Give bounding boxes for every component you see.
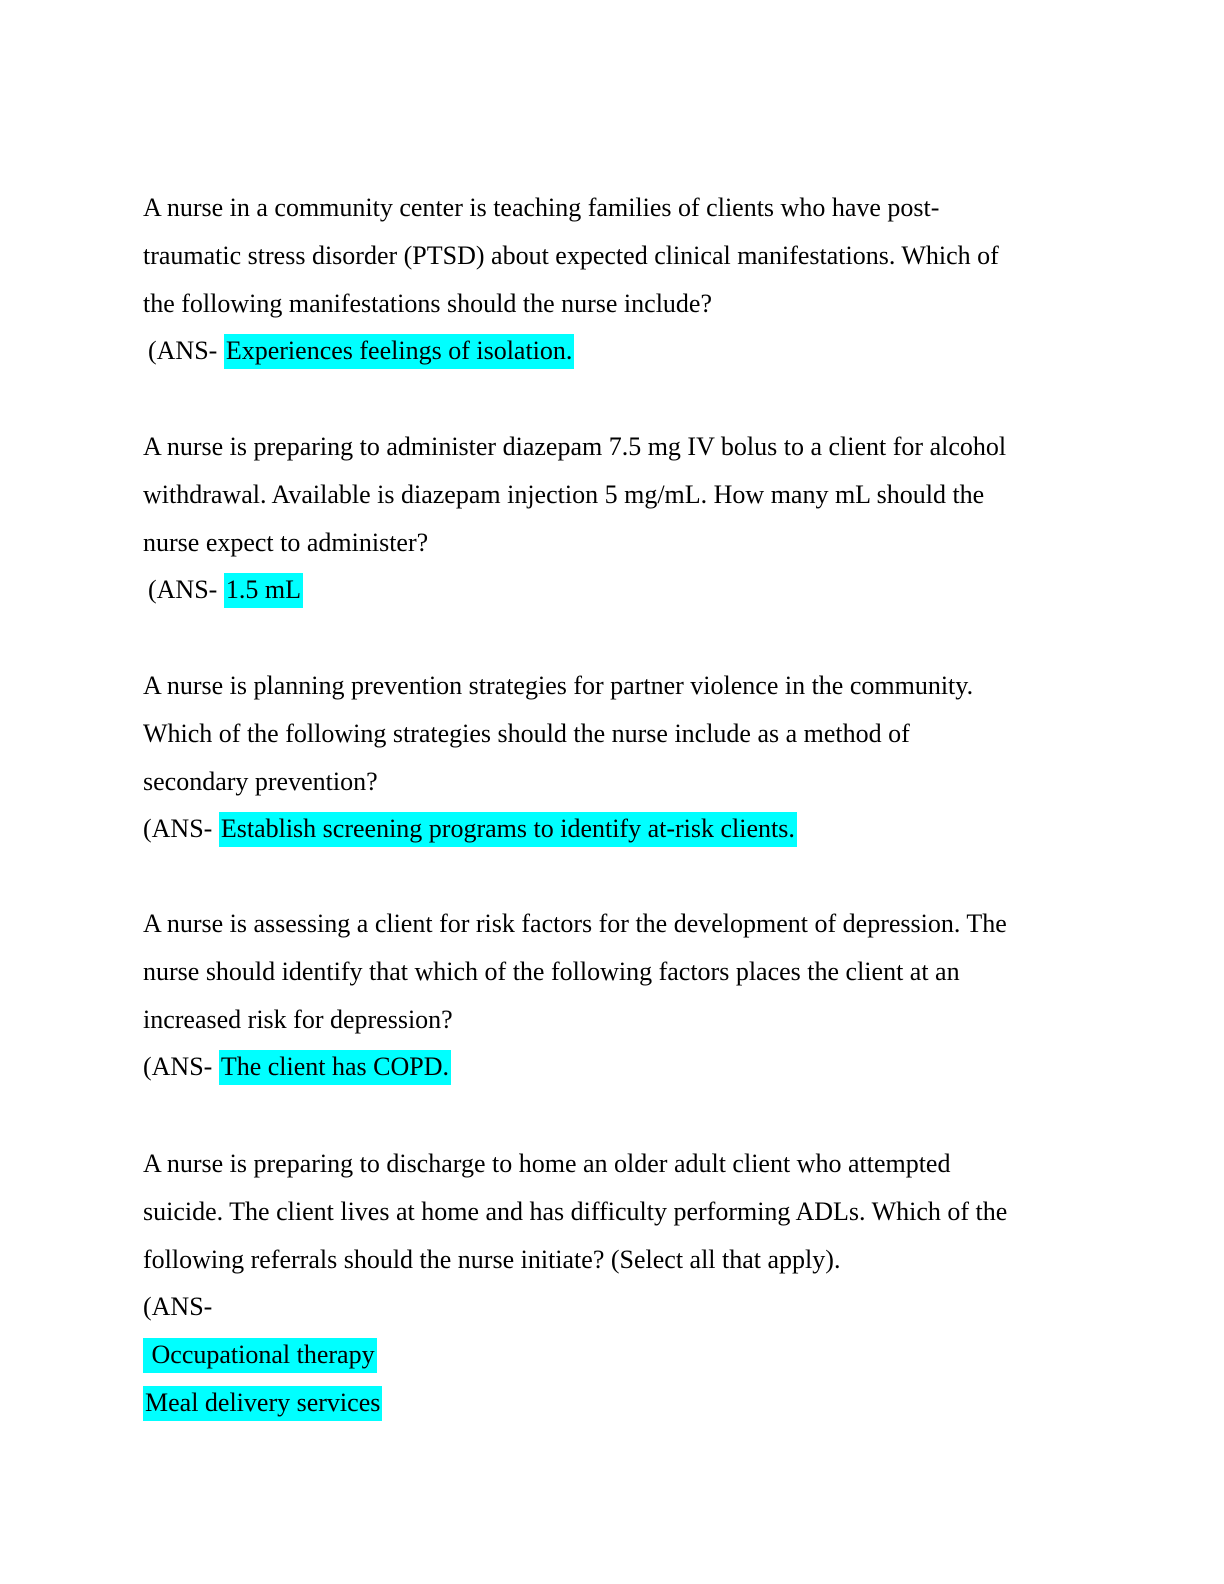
question-text: A nurse is planning prevention strategies for partner violence in the community. Which of the following strategies should the nurse include as a method of secondary prevention? bbox=[143, 671, 974, 796]
answer-prefix: (ANS- bbox=[148, 336, 224, 366]
answer-line bbox=[143, 1043, 1083, 1091]
answer-line bbox=[143, 1331, 1083, 1379]
question-text: A nurse is preparing to administer diazepam 7.5 mg IV bolus to a client for alcohol withdrawal. Available is diazepam injection 5 mg/mL. How many mL should the nurse expect to administer? bbox=[143, 432, 1007, 557]
qa-block bbox=[143, 1140, 1083, 1427]
qa-block bbox=[143, 900, 1083, 1091]
answer-prefix-line bbox=[143, 1283, 1083, 1331]
qa-block bbox=[143, 184, 1083, 375]
answer-line bbox=[143, 566, 1083, 614]
highlighted-answer: Occupational therapy bbox=[143, 1338, 377, 1373]
highlighted-answer: 1.5 mL bbox=[224, 573, 303, 608]
question-text: A nurse is assessing a client for risk factors for the development of depression. The nurse should identify that which of the following factors places the client at an increased risk for depression? bbox=[143, 909, 1007, 1034]
answer-prefix: (ANS- bbox=[148, 575, 224, 605]
answer-line bbox=[143, 1379, 1083, 1427]
highlighted-answer: The client has COPD. bbox=[219, 1050, 451, 1085]
answer-line bbox=[143, 327, 1083, 375]
answer-line bbox=[143, 805, 1083, 853]
qa-block bbox=[143, 662, 1083, 853]
question-text: A nurse in a community center is teaching families of clients who have post- traumatic stress disorder (PTSD) about expected clinical manifestations. Which of the following manifestations should the nurse include? bbox=[143, 193, 999, 318]
highlighted-answer: Establish screening programs to identify at-risk clients. bbox=[219, 812, 797, 847]
qa-block bbox=[143, 423, 1083, 614]
answer-prefix: (ANS- bbox=[143, 1292, 213, 1322]
highlighted-answer: Meal delivery services bbox=[143, 1386, 382, 1421]
answer-prefix: (ANS- bbox=[143, 1052, 219, 1082]
answer-prefix: (ANS- bbox=[143, 814, 219, 844]
highlighted-answer: Experiences feelings of isolation. bbox=[224, 334, 575, 369]
question-text: A nurse is preparing to discharge to home an older adult client who attempted suicide. The client lives at home and has difficulty performing ADLs. Which of the following referrals should the nurse initiate? (Select all that apply). bbox=[143, 1149, 1008, 1274]
